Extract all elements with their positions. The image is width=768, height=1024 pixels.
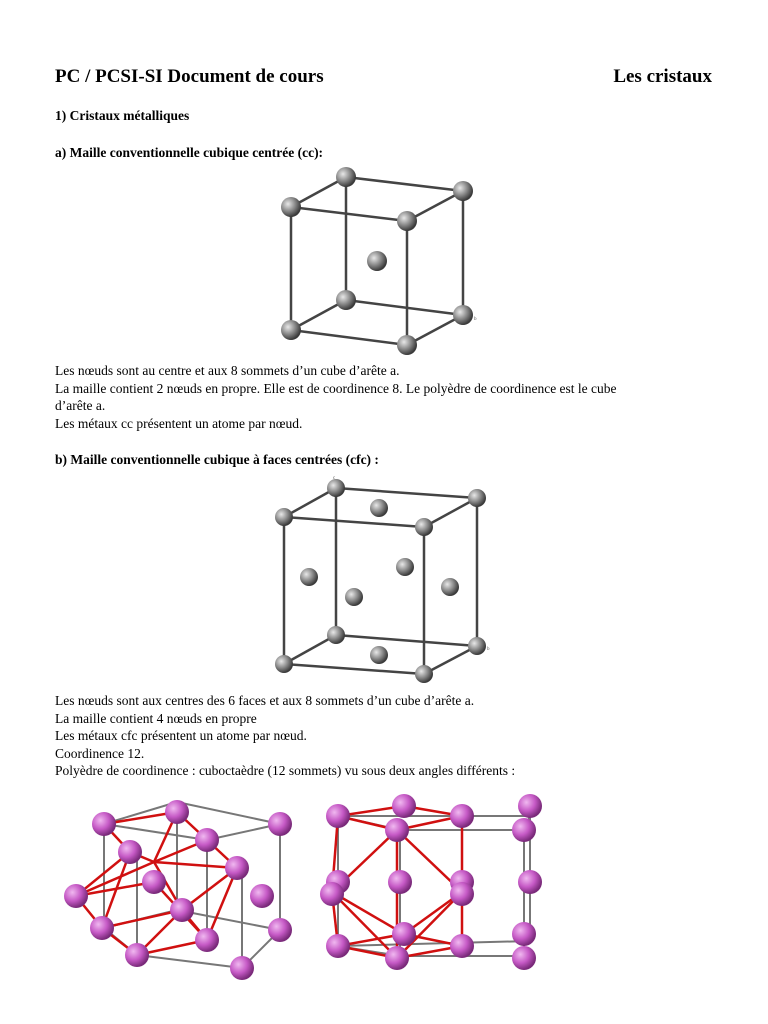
chapter-title: Les cristaux bbox=[613, 66, 712, 87]
atom-sphere bbox=[300, 568, 318, 586]
atom-sphere bbox=[468, 637, 486, 655]
cfc-description bbox=[55, 692, 715, 780]
axis-label-c: c bbox=[333, 476, 336, 481]
atom-sphere bbox=[195, 828, 219, 852]
atom-sphere bbox=[518, 794, 542, 818]
atom-sphere bbox=[453, 305, 473, 325]
cuboctahedron-view-1 bbox=[62, 790, 302, 986]
atom-sphere bbox=[281, 197, 301, 217]
atom-sphere bbox=[268, 918, 292, 942]
axis-label-b: b bbox=[474, 317, 477, 322]
atom-sphere bbox=[397, 335, 417, 355]
cc-line: d’arête a. bbox=[55, 398, 106, 413]
atom-sphere bbox=[367, 251, 387, 271]
cell-edges bbox=[338, 816, 530, 956]
atom-sphere bbox=[415, 665, 433, 683]
atom-sphere bbox=[250, 884, 274, 908]
atom-sphere bbox=[320, 882, 344, 906]
cc-cell-figure bbox=[276, 164, 496, 360]
atom-sphere bbox=[512, 946, 536, 970]
cfc-line: Coordinence 12. bbox=[55, 745, 145, 761]
document-title: PC / PCSI-SI Document de cours bbox=[55, 66, 324, 87]
cfc-line: Les métaux cfc présentent un atome par nœud. bbox=[55, 728, 307, 743]
atom-sphere bbox=[370, 646, 388, 664]
atom-sphere bbox=[327, 479, 345, 497]
atom-sphere bbox=[396, 558, 414, 576]
atom-sphere bbox=[468, 489, 486, 507]
cc-description bbox=[55, 362, 715, 432]
atom-sphere bbox=[275, 508, 293, 526]
atom-sphere bbox=[450, 804, 474, 828]
cc-line: La maille contient 2 nœuds en propre. Elle est de coordinence 8. Le polyèdre de coordinence est le cube bbox=[55, 380, 617, 396]
cfc-line: Les nœuds sont aux centres des 6 faces et aux 8 sommets d’un cube d’arête a. bbox=[55, 693, 475, 708]
atom-sphere bbox=[370, 499, 388, 517]
cc-heading: a) Maille conventionnelle cubique centrée (cc): bbox=[55, 145, 324, 160]
atom-sphere bbox=[345, 588, 363, 606]
atom-sphere bbox=[195, 928, 219, 952]
atom-sphere bbox=[392, 922, 416, 946]
atom-sphere bbox=[165, 800, 189, 824]
atom-sphere bbox=[281, 320, 301, 340]
atom-sphere bbox=[450, 882, 474, 906]
atom-sphere bbox=[397, 211, 417, 231]
axis-label-b: b bbox=[487, 647, 490, 652]
atom-sphere bbox=[326, 934, 350, 958]
atom-sphere bbox=[512, 922, 536, 946]
atom-sphere bbox=[336, 167, 356, 187]
atom-sphere bbox=[385, 818, 409, 842]
atom-sphere bbox=[90, 916, 114, 940]
atom-sphere bbox=[125, 943, 149, 967]
atom-sphere bbox=[518, 870, 542, 894]
atom-sphere bbox=[326, 804, 350, 828]
atom-sphere bbox=[388, 870, 412, 894]
atom-sphere bbox=[118, 840, 142, 864]
cfc-cell-figure bbox=[266, 474, 498, 684]
atom-sphere bbox=[225, 856, 249, 880]
page-header bbox=[55, 66, 712, 94]
atom-sphere bbox=[142, 870, 166, 894]
atom-sphere bbox=[64, 884, 88, 908]
atom-sphere bbox=[170, 898, 194, 922]
section-heading: 1) Cristaux métalliques bbox=[55, 108, 190, 123]
atom-sphere bbox=[450, 934, 474, 958]
atom-sphere bbox=[336, 290, 356, 310]
cc-atoms bbox=[281, 167, 473, 355]
cfc-line: La maille contient 4 nœuds en propre bbox=[55, 710, 257, 726]
cuboctahedron-view-2 bbox=[312, 786, 562, 982]
cc-line: Les nœuds sont au centre et aux 8 sommets d’un cube d’arête a. bbox=[55, 363, 400, 378]
atom-sphere bbox=[392, 794, 416, 818]
atom-sphere bbox=[327, 626, 345, 644]
atom-sphere bbox=[92, 812, 116, 836]
atom-sphere bbox=[512, 818, 536, 842]
cfc-heading: b) Maille conventionnelle cubique à faces centrées (cfc) : bbox=[55, 452, 379, 467]
cc-line: Les métaux cc présentent un atome par nœud. bbox=[55, 415, 303, 431]
atom-sphere bbox=[268, 812, 292, 836]
atom-sphere bbox=[385, 946, 409, 970]
cfc-line: Polyèdre de coordinence : cuboctaèdre (12 sommets) vu sous deux angles différents : bbox=[55, 763, 516, 778]
atom-sphere bbox=[441, 578, 459, 596]
atom-sphere bbox=[415, 518, 433, 536]
atom-sphere bbox=[230, 956, 254, 980]
atom-sphere bbox=[453, 181, 473, 201]
atom-sphere bbox=[275, 655, 293, 673]
